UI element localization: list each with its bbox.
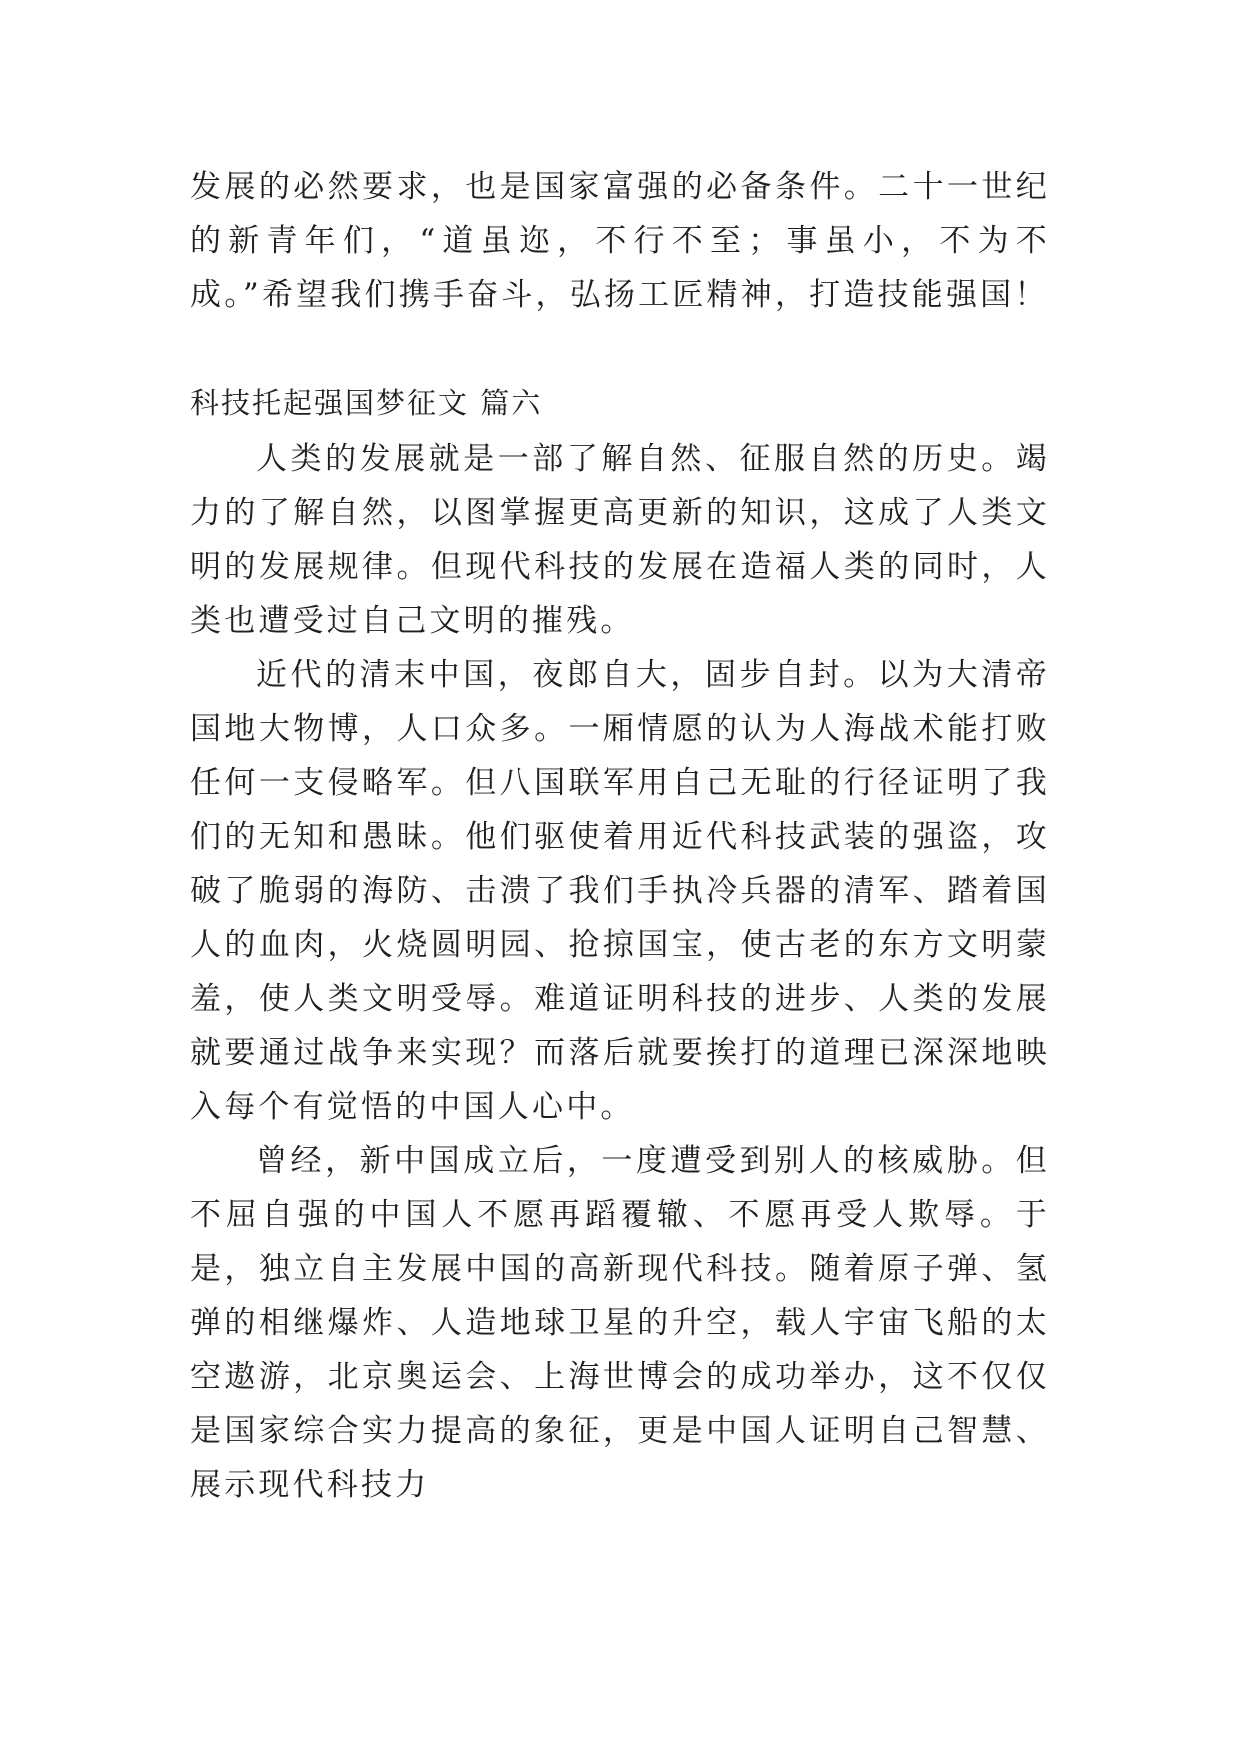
document-body bbox=[190, 160, 1050, 1512]
continuation-paragraph: 发展的必然要求，也是国家富强的必备条件。二十一世纪的新青年们，“道虽迩，不行不至；事虽小，不为不成。”希望我们携手奋斗，弘扬工匠精神，打造技能强国！ bbox=[190, 169, 1050, 313]
body-paragraph-1: 人类的发展就是一部了解自然、征服自然的历史。竭力的了解自然，以图掌握更高更新的知识，这成了人类文明的发展规律。但现代科技的发展在造福人类的同时，人类也遭受过自己文明的摧残。 bbox=[190, 441, 1050, 639]
body-paragraph-2: 近代的清末中国，夜郎自大，固步自封。以为大清帝国地大物博，人口众多。一厢情愿的认为人海战术能打败任何一支侵略军。但八国联军用自己无耻的行径证明了我们的无知和愚昧。他们驱使着用近代科技武装的强盗，攻破了脆弱的海防、击溃了我们手执冷兵器的清军、踏着国人的血肉，火烧圆明园、抢掠国宝，使古老的东方文明蒙羞，使人类文明受辱。难道证明科技的进步、人类的发展就要通过战争来实现？而落后就要挨打的道理已深深地映入每个有觉悟的中国人心中。 bbox=[190, 657, 1050, 1125]
body-paragraph-3: 曾经，新中国成立后，一度遭受到别人的核威胁。但不屈自强的中国人不愿再蹈覆辙、不愿再受人欺辱。于是，独立自主发展中国的高新现代科技。随着原子弹、氢弹的相继爆炸、人造地球卫星的升空，载人宇宙飞船的太空遨游，北京奥运会、上海世博会的成功举办，这不仅仅是国家综合实力提高的象征，更是中国人证明自己智慧、展示现代科技力 bbox=[190, 1143, 1050, 1503]
section-title: 科技托起强国梦征文 篇六 bbox=[190, 386, 543, 420]
